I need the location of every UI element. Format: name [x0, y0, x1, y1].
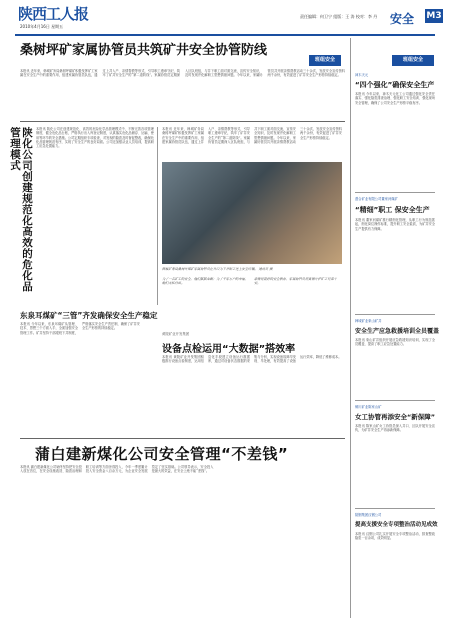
- brief-title: 提高支援安全专项整治活动见成效: [355, 522, 438, 528]
- pull-quote-right: 亲情是最好的安全教育，家属协管员用真情守护矿工兄弟平安。: [254, 277, 337, 286]
- brief-title: 安全生产应急救援培训全员覆盖: [355, 328, 440, 335]
- edition-info: 2010年4月16日 星期五: [20, 24, 64, 29]
- brief-title: 女工协管再添安全“新保障”: [355, 413, 436, 421]
- brief-kicker: 铜川矿业陈家山矿: [355, 405, 382, 409]
- masthead-rule: [15, 34, 435, 36]
- divider: [355, 400, 435, 401]
- brief-body: 本报讯 今年以来，神木天元化工公司通过强化安全责任落实、强化隐患排查治理、强化职工安全培训、强化现场安全管理，确保了公司安全生产形势平稳有序。: [355, 92, 435, 105]
- right-column-rule: [350, 38, 351, 618]
- bottom-story-body: 本报讯 蒲白建新煤化公司始终坚持把安全投入放在首位，在安全设施改造、隐患治理和职工培训等方面舍得投入，今年一季度累计投入安全资金八百余万元，为企业安全发展奠定了坚实基础。公司领导表示，安全投入是最大的效益，在安全上绝不能“差钱”。: [20, 465, 214, 474]
- divider: [355, 192, 435, 193]
- masthead: [0, 0, 450, 35]
- brief-title: “精细”职工 保安全生产: [355, 206, 430, 214]
- brief-title: “四个强化”确保安全生产: [355, 81, 435, 89]
- divider: [355, 314, 435, 315]
- brief-kicker: 陕钢集团汉钢公司: [355, 513, 382, 517]
- editor-info: 责任编辑：何卫宁 组版：王 涛 校对：李 丹: [300, 14, 378, 19]
- brief-kicker: 神木天元: [355, 73, 369, 77]
- pull-quote-left: 为了一名矿工的安全，他们默默奉献；为了千家万户的幸福，她们无私付出。: [162, 277, 249, 286]
- brief-body: 本报讯 汉钢公司扎实开展安全专项整治活动，排查整改隐患一百余项，成效明显。: [355, 532, 435, 541]
- main-headline: 桑树坪矿家属协管员共筑矿井安全协管防线: [20, 43, 268, 58]
- right-column-tag: 班组安全: [392, 55, 434, 66]
- divider: [20, 121, 345, 122]
- mining-photo: [162, 162, 342, 264]
- small-story-body: 本报讯 今年以来，东泉耳煤矿从管理、技术、思想三个方面入手，全面加强安全管理工作。矿井坚持干部跟班下井制度，严格落实安全生产责任制，确保了矿井安全生产形势的持续稳定。: [20, 322, 140, 335]
- brief-body: 本报讯 董家河煤矿推行精细化管理，从职工行为规范抓起，细化岗位操作标准，提升职工安全素质，为矿井安全生产提供有力保障。: [355, 218, 435, 231]
- equipment-story-body: 本报讯 黄陵矿业开发集团积极推行设备点检制度，运用信息化手段建立设备运行数据库，通过对设备状态数据的采集与分析，实现设备故障早发现、早处理，有效提高了设备运行效率，降低了维修成本。: [162, 355, 342, 364]
- divider: [355, 508, 435, 509]
- main-story-body: 本报讯 近年来，韩城矿务局桑树坪煤矿积极发挥矿工家属在安全生产中的重要作用，组建家属协管员队伍，通过上井入户、亲情帮教等形式，引导职工遵章守纪，筑牢了矿井安全生产的“第二道防线”。家属协管员定期深入区队班组，与井下职工面对面交流，宣传安全知识，及时发现并化解职工思想情绪问题。今年以来，家属协管员共开展亲情帮教活动三十余次，发放安全宣传资料两千余份，有效促进了矿井安全生产形势持续稳定。: [20, 69, 345, 78]
- vertical-headline: 陕化公司创建规范化高效的危化品管理模式: [9, 127, 33, 292]
- section-tag: 班组安全: [309, 55, 341, 66]
- brief-body: 本报讯 象山矿井组织开展应急救援知识培训，实现了全员覆盖，提高了职工应急处置能力。: [355, 338, 435, 347]
- equipment-headline: 设备点检运用“大数据”搭效率: [162, 344, 296, 355]
- section-name: 安全: [390, 12, 415, 26]
- small-story-title: 东泉耳煤矿“三管”齐发确保安全生产稳定: [20, 311, 158, 320]
- divider: [20, 438, 345, 439]
- page-number: M3: [426, 11, 442, 21]
- brief-kicker: 澄合矿业有限公司董家河煤矿: [355, 197, 398, 201]
- bottom-headline: 蒲白建新煤化公司安全管理“不差钱”: [35, 445, 289, 463]
- column-rule: [157, 127, 158, 305]
- brief-kicker: 韩城矿业象山矿井: [355, 319, 382, 323]
- left-story-body: 本报讯 陕化公司在创建规范化、高效的危险化学品管理模式中，不断完善各项管理制度，健全危化品台账，严格执行出入库登记制度，认真落实危化品储存、运输、使用等环节的安全措施。公司定期组织专项检查，对发现的隐患及时督促整改，确保危化品管理规范有序，实现了安全生产的良好局面。公司还加强从业人员培训，提高职工应急处置能力。: [36, 127, 154, 149]
- center-story-text: 本报讯 近年来，韩城矿务局桑树坪煤矿积极发挥矿工家属在安全生产中的重要作用，组建家属协管员队伍，通过上井入户、亲情帮教等形式，引导职工遵章守纪，筑牢了矿井安全生产的“第二道防线”。家属协管员定期深入区队班组，与井下职工面对面交流，宣传安全知识，及时发现并化解职工思想情绪问题。今年以来，家属协管员共开展亲情帮教活动三十余次，发放安全宣传资料两千余份，有效促进了矿井安全生产形势持续稳定。: [162, 127, 342, 144]
- story-kicker: 黄陵矿业开发集团: [162, 332, 190, 336]
- paper-name: 陕西工人报: [18, 5, 89, 23]
- brief-body: 本报讯 陈家山矿女工协管员深入井口、区队开展安全宣传，为矿井安全生产再添新保障。: [355, 424, 435, 433]
- photo-caption: 韩城矿务局桑树坪煤矿家属协管员在井口为下井职工送上安全叮嘱。 通讯员 摄: [162, 267, 273, 271]
